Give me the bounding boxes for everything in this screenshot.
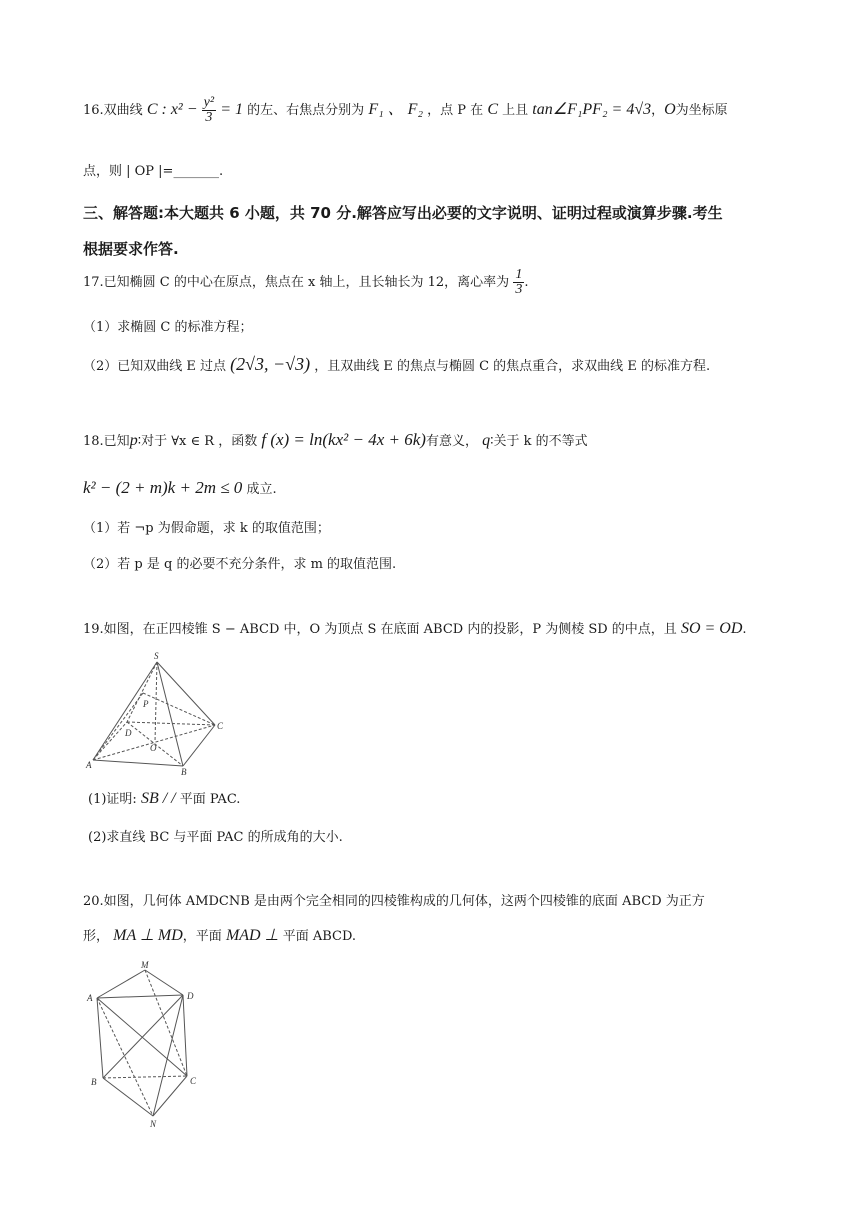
q19-stem-text: 19.如图，在正四棱锥 S − ABCD 中，O 为顶点 S 在底面 ABCD 内的投影，P 为侧棱 SD 的中点，且	[83, 622, 677, 637]
q18-part2: （2）若 p 是 q 的必要不充分条件，求 m 的取值范围.	[83, 557, 397, 572]
q18-stem-suffix: ∶关于 k 的不等式	[490, 434, 588, 449]
q16-formula-lhs: C : x² −	[146, 101, 198, 118]
q19-stem-formula: SO = OD	[680, 620, 743, 637]
section3-line2: 根据要求作答.	[83, 240, 179, 258]
q16-frac-den: 3	[205, 110, 213, 125]
q16-tan: tan∠F₁PF₂ = 4√3	[532, 101, 652, 118]
q17-part2	[83, 354, 710, 375]
q16-text2: ，点 P 在	[427, 103, 484, 118]
q16-foci: F₁ 、 F₂	[368, 101, 424, 118]
q17-part2-prefix: （2）已知双曲线 E 过点	[83, 359, 227, 374]
q18-part1: （1）若 ¬p 为假命题，求 k 的取值范围；	[83, 521, 330, 536]
q16-line1	[83, 96, 728, 125]
q18-function: f (x) = ln(kx² − 4x + 6k)	[261, 430, 426, 449]
q20-label-n: N	[150, 1119, 157, 1128]
q19-pyramid-figure	[83, 650, 243, 780]
q19-part1-formula: SB / /	[140, 790, 176, 807]
q18-inequality: k² − (2 + m)k + 2m ≤ 0	[83, 478, 243, 497]
q19-label-b: B	[181, 767, 187, 777]
section3-line1: 三、解答题:本大题共 6 小题，共 70 分.解答应写出必要的文字说明、证明过程或演算步骤.考生	[83, 204, 723, 222]
q17-stem-suffix: .	[524, 275, 529, 290]
q18-stem-mid2: 有意义，	[425, 434, 478, 449]
q19-stem	[83, 618, 747, 638]
q20-line2-prefix: 形，	[83, 929, 110, 944]
q17-frac-den: 3	[515, 282, 523, 297]
q19-label-c: C	[217, 721, 224, 731]
q19-label-p: P	[143, 699, 149, 709]
q16-o: O	[664, 101, 676, 118]
q19-label-s: S	[154, 651, 159, 661]
q20-solid-figure	[83, 958, 213, 1128]
q17-frac-num: 1	[515, 267, 523, 282]
q19-label-o: O	[150, 743, 157, 753]
q16-text4: ，	[651, 103, 665, 118]
q19-part1-prefix: (1)证明:	[88, 792, 137, 807]
q17-part1: （1）求椭圆 C 的标准方程；	[83, 320, 253, 335]
q19-label-d: D	[125, 728, 132, 738]
q16-c: C	[487, 101, 498, 118]
q16-text: 的左、右焦点分别为	[247, 103, 365, 118]
q17-part2-suffix: ，且双曲线 E 的焦点与椭圆 C 的焦点重合，求双曲线 E 的标准方程.	[314, 359, 711, 374]
q20-label-a: A	[87, 993, 93, 1003]
q20-label-d: D	[187, 991, 194, 1001]
q16-formula-rhs: = 1	[220, 101, 244, 118]
q16-line2: 点，则 | OP |=_______.	[83, 164, 224, 179]
q20-label-c: C	[190, 1076, 197, 1086]
q20-line1: 20.如图，几何体 AMDCNB 是由两个完全相同的四棱锥构成的几何体，这两个四棱锥的底面 ABCD 为正方	[83, 894, 705, 909]
q20-line2	[83, 925, 356, 945]
q20-formula1: MA ⊥ MD	[113, 927, 183, 944]
q18-inequality-line	[83, 478, 277, 498]
q18-p: p	[129, 432, 138, 449]
q16-text5: 为坐标原	[675, 103, 728, 118]
q20-label-b: B	[91, 1077, 97, 1087]
q16-fraction	[202, 96, 216, 125]
q20-label-m: M	[141, 960, 149, 970]
q20-line2-suffix: 平面 ABCD.	[282, 929, 357, 944]
q19-part2: (2)求直线 BC 与平面 PAC 的所成角的大小.	[88, 830, 343, 845]
q18-inequality-suffix: 成立.	[246, 482, 277, 497]
q16-text3: 上且	[502, 103, 529, 118]
q18-stem-mid: ∶对于 ∀x ∈ R ，函数	[137, 434, 258, 449]
q19-part1-suffix: 平面 PAC.	[179, 792, 241, 807]
q18-stem-prefix: 18.已知	[83, 434, 130, 449]
q17-point: (2√3, −√3)	[230, 354, 311, 374]
q18-q: q	[482, 432, 491, 449]
q17-stem	[83, 268, 528, 297]
q16-frac-num: y²	[203, 95, 215, 110]
q19-part1	[88, 788, 240, 808]
q16-number: 16.双曲线	[83, 103, 143, 118]
q20-line2-mid: ，平面	[182, 929, 222, 944]
q20-formula2: MAD ⊥	[225, 927, 279, 944]
q18-stem	[83, 430, 588, 450]
q17-fraction	[513, 268, 524, 297]
q17-stem-prefix: 17.已知椭圆 C 的中心在原点，焦点在 x 轴上，且长轴长为 12，离心率为	[83, 275, 510, 290]
q19-label-a: A	[86, 760, 92, 770]
q19-stem-end: .	[742, 622, 747, 637]
